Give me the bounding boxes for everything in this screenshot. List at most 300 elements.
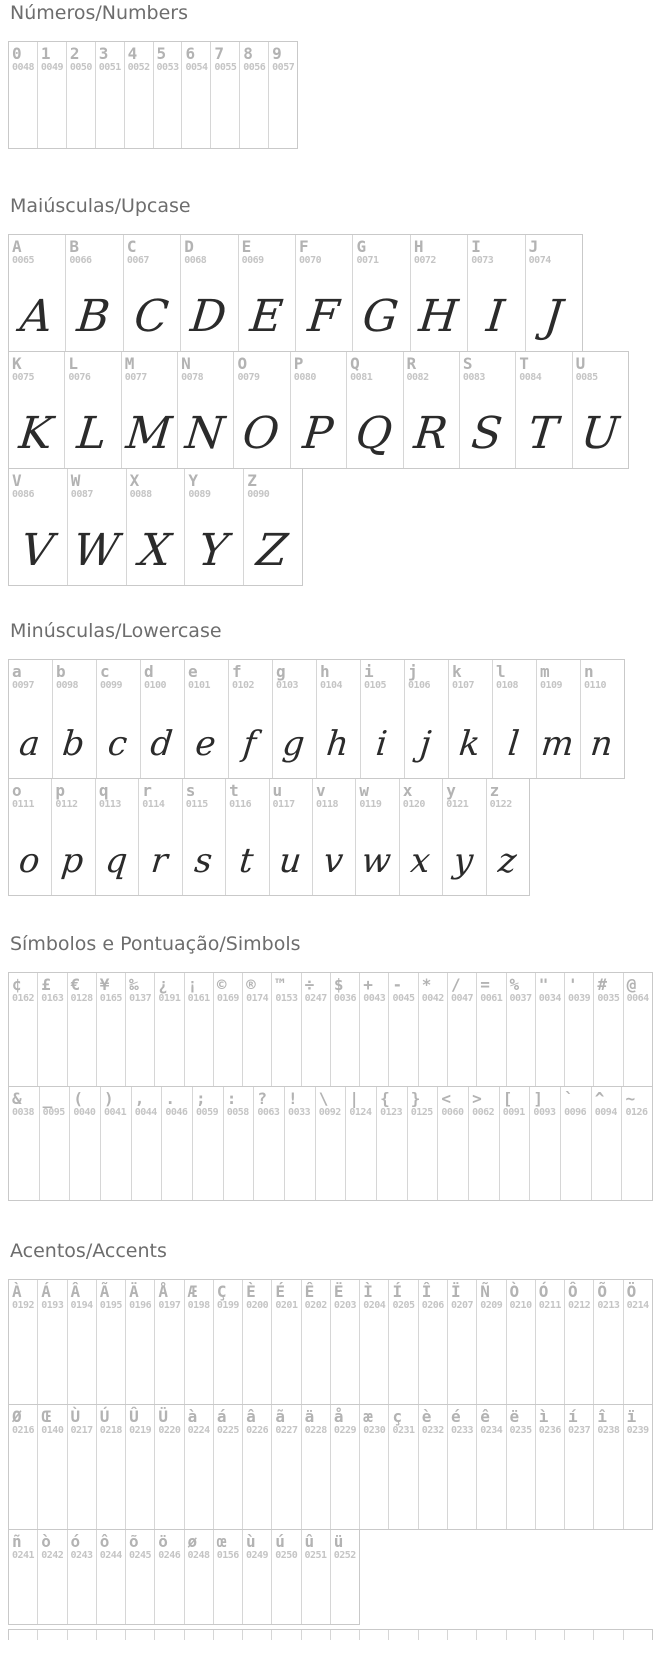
- char-cell: [239, 235, 296, 351]
- clipped-cell-tick: [68, 1630, 97, 1640]
- char-cell: [9, 469, 68, 585]
- char-cell: [125, 42, 154, 148]
- char-cell: [477, 1280, 506, 1404]
- cell-char-label: ): [104, 1089, 114, 1108]
- cell-glyph: m: [539, 724, 576, 765]
- cell-glyph: W: [70, 525, 122, 577]
- char-cell: [408, 1087, 439, 1200]
- char-cell: [296, 235, 353, 351]
- cell-char-label: Æ: [187, 1282, 198, 1301]
- cell-glyph: l: [505, 724, 522, 765]
- character-grid-row: [8, 778, 530, 896]
- section-accents: [8, 1240, 661, 1625]
- cell-unicode-code: 0104: [320, 680, 343, 691]
- cell-char-label: A: [12, 237, 22, 256]
- char-cell: [97, 1405, 126, 1529]
- cell-char-label: <: [441, 1089, 452, 1108]
- cell-glyph: D: [188, 291, 229, 343]
- char-cell: [487, 779, 529, 895]
- cell-char-label: ¡: [187, 975, 198, 994]
- char-cell: [38, 1280, 67, 1404]
- cell-glyph: J: [541, 291, 565, 343]
- clipped-cell-tick: [389, 1630, 418, 1640]
- cell-char-label: ;: [196, 1089, 206, 1108]
- char-cell: [97, 1530, 126, 1624]
- cell-unicode-code: 0106: [408, 680, 431, 691]
- cell-unicode-code: 0162: [12, 993, 35, 1004]
- char-cell: [38, 1530, 67, 1624]
- cell-char-label: n: [584, 662, 594, 681]
- cell-char-label: #: [597, 975, 607, 994]
- cell-unicode-code: 0212: [568, 1300, 591, 1311]
- clipped-cell-tick: [126, 1630, 155, 1640]
- cell-char-label: +: [363, 975, 373, 994]
- cell-char-label: f: [232, 662, 242, 681]
- char-cell: [448, 973, 477, 1086]
- cell-char-label: Q: [350, 354, 360, 373]
- cell-unicode-code: 0090: [247, 489, 270, 500]
- cell-char-label: à: [187, 1407, 198, 1426]
- char-cell: [622, 1087, 652, 1200]
- cell-char-label: ó: [70, 1532, 81, 1551]
- cell-unicode-code: 0218: [99, 1425, 122, 1436]
- cell-char-label: T: [519, 354, 529, 373]
- cell-unicode-code: 0117: [272, 799, 295, 810]
- cell-glyph: X: [136, 525, 174, 577]
- char-cell: [389, 973, 418, 1086]
- cell-unicode-code: 0072: [413, 255, 436, 266]
- cell-unicode-code: 0214: [626, 1300, 649, 1311]
- cell-char-label: Y: [188, 471, 199, 490]
- char-cell: [443, 779, 486, 895]
- cell-glyph: k: [457, 724, 482, 765]
- cell-unicode-code: 0250: [275, 1550, 298, 1561]
- cell-char-label: 1: [40, 44, 51, 63]
- cell-unicode-code: 0043: [363, 993, 386, 1004]
- cell-char-label: /: [450, 975, 461, 994]
- cell-unicode-code: 0196: [129, 1300, 152, 1311]
- cell-char-label: Ò: [509, 1282, 520, 1301]
- cell-unicode-code: 0123: [380, 1107, 403, 1118]
- char-cell: [347, 352, 403, 468]
- cell-char-label: ]: [533, 1089, 544, 1108]
- char-cell: [126, 1530, 155, 1624]
- cell-char-label: ?: [257, 1089, 268, 1108]
- cell-unicode-code: 0169: [216, 993, 239, 1004]
- cell-char-label: ~: [625, 1089, 636, 1108]
- cell-unicode-code: 0204: [363, 1300, 386, 1311]
- cell-char-label: Ì: [363, 1282, 373, 1301]
- cell-unicode-code: 0036: [333, 993, 357, 1004]
- char-cell: [214, 1280, 243, 1404]
- char-cell: [331, 973, 360, 1086]
- cell-char-label: ®: [246, 975, 256, 994]
- char-cell: [68, 469, 127, 585]
- cell-unicode-code: 0054: [185, 62, 208, 73]
- cell-unicode-code: 0230: [363, 1425, 386, 1436]
- char-cell: [565, 1280, 594, 1404]
- cell-unicode-code: 0091: [502, 1107, 525, 1118]
- clipped-cell-tick: [477, 1630, 506, 1640]
- cell-unicode-code: 0083: [462, 372, 485, 383]
- char-cell: [536, 1280, 565, 1404]
- char-cell: [561, 1087, 592, 1200]
- char-cell: [185, 1405, 214, 1529]
- clipped-cell-tick: [536, 1630, 565, 1640]
- char-cell: [97, 660, 141, 778]
- cell-unicode-code: 0112: [55, 799, 78, 810]
- char-cell: [316, 1087, 347, 1200]
- cell-char-label: Ä: [129, 1282, 139, 1301]
- cell-char-label: h: [320, 662, 330, 681]
- cell-char-label: S: [462, 354, 473, 373]
- cell-unicode-code: 0225: [216, 1425, 239, 1436]
- clipped-cell-tick: [507, 1630, 536, 1640]
- section-title-uppercase: Maiúsculas/Upcase: [10, 195, 191, 217]
- cell-char-label: î: [597, 1407, 607, 1426]
- cell-unicode-code: 0107: [452, 680, 475, 691]
- char-cell: [9, 1280, 38, 1404]
- cell-unicode-code: 0245: [129, 1550, 152, 1561]
- char-cell: [185, 1280, 214, 1404]
- char-cell: [96, 779, 139, 895]
- cell-char-label: ü: [333, 1532, 344, 1551]
- char-cell: [244, 469, 302, 585]
- clipped-cell-tick: [9, 1630, 38, 1640]
- cell-unicode-code: 0109: [540, 680, 563, 691]
- char-cell: [331, 1280, 360, 1404]
- char-cell: [155, 1405, 184, 1529]
- character-grid-lowercase: [8, 659, 661, 896]
- cell-char-label: œ: [216, 1532, 227, 1551]
- cell-char-label: Ü: [158, 1407, 168, 1426]
- cell-char-label: ¿: [158, 975, 168, 994]
- char-cell: [272, 1530, 301, 1624]
- cell-unicode-code: 0210: [509, 1300, 532, 1311]
- cell-char-label: ¥: [99, 975, 110, 994]
- cell-unicode-code: 0081: [350, 372, 373, 383]
- cell-unicode-code: 0226: [246, 1425, 269, 1436]
- char-cell: [419, 1280, 448, 1404]
- cell-char-label: V: [12, 471, 22, 490]
- cell-unicode-code: 0041: [104, 1107, 127, 1118]
- char-cell: [360, 1405, 389, 1529]
- cell-unicode-code: 0229: [333, 1425, 357, 1436]
- char-cell: [9, 42, 38, 148]
- cell-char-label: Û: [129, 1407, 139, 1426]
- cell-glyph: t: [237, 841, 256, 882]
- cell-char-label: &: [12, 1089, 22, 1108]
- cell-glyph: G: [360, 291, 402, 343]
- cell-glyph: z: [495, 841, 519, 882]
- cell-char-label: W: [70, 471, 81, 490]
- cell-char-label: H: [413, 237, 424, 256]
- char-cell: [419, 1405, 448, 1529]
- cell-unicode-code: 0079: [237, 372, 260, 383]
- cell-unicode-code: 0049: [40, 62, 63, 73]
- cell-unicode-code: 0194: [70, 1300, 93, 1311]
- character-grid-row: [8, 234, 583, 352]
- char-cell: [70, 1087, 101, 1200]
- cell-unicode-code: 0242: [41, 1550, 64, 1561]
- cell-unicode-code: 0044: [134, 1107, 157, 1118]
- char-cell: [594, 973, 623, 1086]
- cell-glyph: w: [360, 841, 394, 882]
- cell-unicode-code: 0063: [257, 1107, 280, 1118]
- cell-glyph: v: [321, 841, 345, 882]
- char-cell: [360, 1280, 389, 1404]
- cell-char-label: ú: [275, 1532, 285, 1551]
- cell-unicode-code: 0069: [241, 255, 264, 266]
- char-cell: [122, 352, 178, 468]
- cell-unicode-code: 0074: [528, 255, 551, 266]
- char-cell: [9, 352, 65, 468]
- char-cell: [537, 660, 581, 778]
- cell-char-label: û: [304, 1532, 315, 1551]
- char-cell: [38, 42, 67, 148]
- cell-char-label: *: [421, 975, 432, 994]
- cell-unicode-code: 0200: [246, 1300, 269, 1311]
- char-cell: [182, 42, 211, 148]
- char-cell: [438, 1087, 469, 1200]
- char-cell: [183, 779, 226, 895]
- cell-char-label: =: [480, 975, 490, 994]
- char-cell: [67, 42, 96, 148]
- cell-unicode-code: 0205: [392, 1300, 415, 1311]
- char-cell: [302, 973, 331, 1086]
- cell-unicode-code: 0120: [402, 799, 425, 810]
- cell-char-label: .: [165, 1089, 175, 1108]
- cell-char-label: ì: [538, 1407, 549, 1426]
- char-cell: [516, 352, 572, 468]
- cell-unicode-code: 0060: [441, 1107, 464, 1118]
- cell-unicode-code: 0075: [12, 372, 35, 383]
- char-cell: [234, 352, 290, 468]
- char-cell: [272, 1405, 301, 1529]
- cell-unicode-code: 0241: [12, 1550, 35, 1561]
- cell-unicode-code: 0094: [594, 1107, 617, 1118]
- cell-unicode-code: 0099: [100, 680, 123, 691]
- cell-glyph: Z: [254, 525, 291, 577]
- cell-char-label: Ë: [333, 1282, 344, 1301]
- char-cell: [40, 1087, 71, 1200]
- char-cell: [162, 1087, 193, 1200]
- cell-char-label: v: [315, 781, 326, 800]
- cell-glyph: o: [16, 841, 42, 882]
- char-cell: [214, 973, 243, 1086]
- cell-unicode-code: 0098: [56, 680, 79, 691]
- cell-unicode-code: 0251: [304, 1550, 327, 1561]
- cell-char-label: d: [144, 662, 154, 681]
- character-grid-accents: [8, 1279, 661, 1625]
- char-cell: [493, 660, 537, 778]
- cell-char-label: ©: [216, 975, 227, 994]
- cell-unicode-code: 0110: [584, 680, 607, 691]
- cell-unicode-code: 0034: [538, 993, 561, 1004]
- char-cell: [389, 1280, 418, 1404]
- cell-unicode-code: 0095: [42, 1107, 65, 1118]
- char-cell: [185, 1530, 214, 1624]
- cell-glyph: H: [416, 291, 461, 343]
- char-cell: [331, 1405, 360, 1529]
- cell-unicode-code: 0097: [12, 680, 35, 691]
- cell-char-label: x: [402, 781, 413, 800]
- cell-glyph: F: [305, 291, 342, 343]
- cell-char-label: 8: [243, 44, 253, 63]
- cell-char-label: ï: [626, 1407, 637, 1426]
- cell-char-label: Î: [421, 1282, 432, 1301]
- cell-unicode-code: 0174: [246, 993, 269, 1004]
- char-cell: [9, 1530, 38, 1624]
- char-cell: [624, 1405, 652, 1529]
- cell-glyph: r: [149, 841, 170, 882]
- character-grid-row: [8, 1404, 653, 1530]
- cell-char-label: ": [538, 975, 549, 994]
- cell-glyph: e: [193, 724, 218, 765]
- char-cell: [356, 779, 399, 895]
- char-cell: [185, 660, 229, 778]
- char-cell: [313, 779, 356, 895]
- cell-char-label: ‰: [129, 975, 139, 994]
- cell-char-label: E: [241, 237, 252, 256]
- cell-char-label: 7: [214, 44, 224, 63]
- cell-unicode-code: 0050: [69, 62, 92, 73]
- char-cell: [272, 973, 301, 1086]
- cell-char-label: Z: [247, 471, 257, 490]
- cell-char-label: 0: [12, 44, 22, 63]
- section-uppercase: [8, 195, 661, 586]
- cell-char-label: ã: [275, 1407, 286, 1426]
- cell-unicode-code: 0192: [12, 1300, 35, 1311]
- char-cell: [269, 42, 297, 148]
- cell-glyph: i: [373, 724, 390, 765]
- cell-unicode-code: 0239: [626, 1425, 649, 1436]
- cell-char-label: Ó: [538, 1282, 549, 1301]
- cell-unicode-code: 0234: [480, 1425, 503, 1436]
- cell-char-label: L: [68, 354, 78, 373]
- cell-char-label: y: [446, 781, 456, 800]
- cell-char-label: z: [489, 781, 500, 800]
- clipped-cell-tick: [419, 1630, 448, 1640]
- char-cell: [346, 1087, 377, 1200]
- cell-unicode-code: 0103: [276, 680, 299, 691]
- cell-unicode-code: 0161: [187, 993, 210, 1004]
- char-cell: [68, 1405, 97, 1529]
- cell-unicode-code: 0206: [421, 1300, 444, 1311]
- char-cell: [68, 1280, 97, 1404]
- char-cell: [477, 973, 506, 1086]
- char-cell: [132, 1087, 163, 1200]
- cell-char-label: C: [126, 237, 137, 256]
- cell-unicode-code: 0116: [229, 799, 252, 810]
- cell-char-label: \: [318, 1089, 329, 1108]
- cell-char-label: j: [408, 662, 418, 681]
- cell-char-label: K: [12, 354, 22, 373]
- cell-char-label: ÷: [304, 975, 315, 994]
- char-cell: [243, 973, 272, 1086]
- cell-glyph: E: [247, 291, 285, 343]
- char-cell: [507, 1405, 536, 1529]
- cell-char-label: [: [502, 1089, 513, 1108]
- character-grid-uppercase: [8, 234, 661, 586]
- cell-char-label: G: [356, 237, 367, 256]
- clipped-cell-tick: [331, 1630, 360, 1640]
- cell-unicode-code: 0089: [188, 489, 211, 500]
- cell-char-label: 2: [69, 44, 80, 63]
- char-cell: [154, 42, 183, 148]
- cell-unicode-code: 0213: [597, 1300, 620, 1311]
- cell-glyph: f: [241, 724, 258, 765]
- char-cell: [214, 1530, 243, 1624]
- char-cell: [155, 973, 184, 1086]
- cell-glyph: U: [578, 408, 621, 460]
- char-cell: [291, 352, 347, 468]
- char-cell: [273, 660, 317, 778]
- char-cell: [449, 660, 493, 778]
- cell-unicode-code: 0203: [333, 1300, 357, 1311]
- cell-unicode-code: 0111: [12, 799, 35, 810]
- cell-char-label: 6: [185, 44, 196, 63]
- cell-char-label: Ï: [450, 1282, 461, 1301]
- cell-glyph: a: [17, 724, 42, 765]
- char-cell: [240, 42, 269, 148]
- cell-char-label: 5: [156, 44, 167, 63]
- cell-unicode-code: 0084: [519, 372, 542, 383]
- cell-char-label: N: [181, 354, 191, 373]
- cell-char-label: D: [184, 237, 194, 256]
- cell-char-label: P: [293, 354, 304, 373]
- cell-glyph: O: [240, 408, 283, 460]
- cell-char-label: ä: [304, 1407, 315, 1426]
- cell-unicode-code: 0247: [304, 993, 327, 1004]
- cell-char-label: g: [276, 662, 286, 681]
- cell-unicode-code: 0113: [98, 799, 121, 810]
- cell-unicode-code: 0236: [538, 1425, 561, 1436]
- clipped-cell-tick: [97, 1630, 126, 1640]
- cell-glyph: P: [300, 408, 336, 460]
- cell-char-label: a: [12, 662, 22, 681]
- char-cell: [193, 1087, 224, 1200]
- cell-char-label: I: [471, 237, 481, 256]
- char-cell: [9, 1087, 40, 1200]
- cell-char-label: %: [509, 975, 520, 994]
- character-grid-symbols: [8, 972, 661, 1201]
- cell-unicode-code: 0211: [538, 1300, 561, 1311]
- character-grid-row: [8, 1086, 653, 1201]
- cell-unicode-code: 0053: [156, 62, 179, 73]
- cell-char-label: $: [333, 975, 344, 994]
- cell-glyph: K: [16, 408, 55, 460]
- cell-char-label: M: [124, 354, 135, 373]
- cell-char-label: ^: [594, 1089, 605, 1108]
- char-cell: [526, 235, 582, 351]
- cell-unicode-code: 0077: [124, 372, 147, 383]
- char-cell: [38, 1405, 67, 1529]
- char-cell: [302, 1280, 331, 1404]
- char-cell: [52, 779, 95, 895]
- clipped-cell-tick: [448, 1630, 477, 1640]
- section-lowercase: [8, 620, 661, 896]
- cell-char-label: í: [568, 1407, 578, 1426]
- cell-unicode-code: 0195: [99, 1300, 122, 1311]
- cell-char-label: Í: [392, 1282, 403, 1301]
- cell-char-label: {: [380, 1089, 390, 1108]
- char-cell: [317, 660, 361, 778]
- clipped-cell-tick: [302, 1630, 331, 1640]
- cell-unicode-code: 0096: [564, 1107, 587, 1118]
- clipped-cell-tick: [243, 1630, 272, 1640]
- cell-unicode-code: 0156: [216, 1550, 239, 1561]
